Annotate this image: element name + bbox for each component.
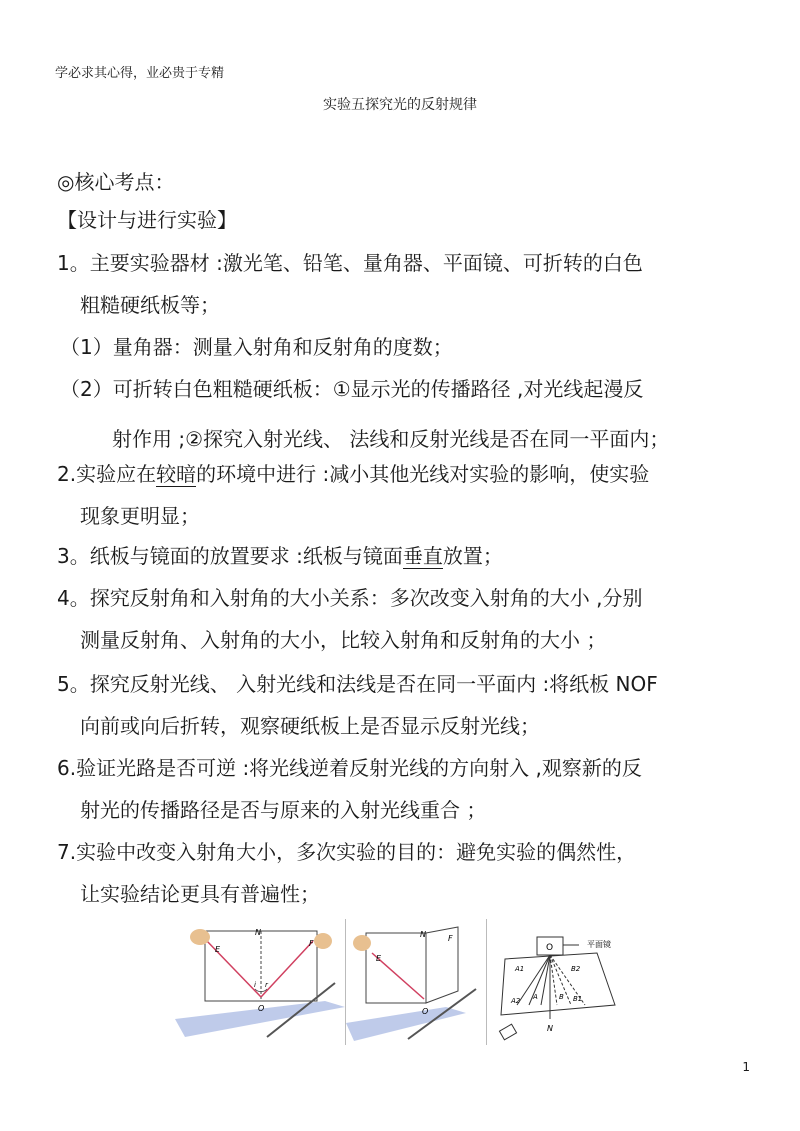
sub-item-1: （1）量角器：测量入射角和反射角的度数； <box>60 335 453 359</box>
figure-folded-board <box>345 919 487 1045</box>
item-2-line-2: 现象更明显； <box>80 504 200 528</box>
fig1-label-i: i <box>254 981 256 989</box>
item-5-line-1: 5。探究反射光线、 入射光线和法线是否在同一平面内 :将纸板 NOF <box>57 672 658 696</box>
fig1-label-r: r <box>265 981 268 989</box>
document-title: 实验五探究光的反射规律 <box>323 97 477 113</box>
item-4-line-2: 测量反射角、入射角的大小，比较入射角和反射角的大小 ； <box>80 628 607 652</box>
item-5-line-2: 向前或向后折转，观察硬纸板上是否显示反射光线； <box>80 714 540 738</box>
item-7-line-2: 让实验结论更具有普遍性； <box>80 882 320 906</box>
item-3-text-b: 放置； <box>442 544 503 568</box>
fig1-label-n: N <box>255 928 261 937</box>
item-3 <box>57 544 503 568</box>
item-2-text-b: 的环境中进行 :减小其他光线对实验的影响，使实验 <box>196 462 650 486</box>
fig3-label-b2: B2 <box>571 965 581 973</box>
fig3-box-label: O <box>546 943 554 953</box>
item-3-underlined: 垂直 <box>402 544 443 568</box>
page-number: 1 <box>742 1060 750 1074</box>
item-2-text-a: 2.实验应在 <box>57 462 157 486</box>
fig3-label-a1: A1 <box>515 965 525 973</box>
figure-mirror-paths <box>487 919 627 1045</box>
item-3-text-a: 3。纸板与镜面的放置要求 :纸板与镜面 <box>57 544 403 568</box>
header-note: 学必求其心得，业必贵于专精 <box>55 66 225 81</box>
figure-folded-board-drawing <box>346 919 486 1045</box>
item-1-line-2: 粗糙硬纸板等； <box>80 293 220 317</box>
fig1-label-e: E <box>215 945 221 954</box>
fig2-label-f: F <box>448 934 453 943</box>
item-6-line-2: 射光的传播路径是否与原来的入射光线重合 ； <box>80 798 487 822</box>
fig2-label-o: O <box>422 1007 429 1016</box>
fig3-label-b1: B1 <box>573 995 583 1003</box>
fig3-label-a2: A2 <box>511 997 521 1005</box>
fig1-label-o: O <box>258 1004 265 1013</box>
sub-item-2-line-1: （2）可折转白色粗糙硬纸板：①显示光的传播路径 ,对光线起漫反 <box>60 377 644 401</box>
fig3-label-n: N <box>547 1024 553 1033</box>
figure-mirror-paths-drawing <box>487 919 627 1045</box>
fig3-mirror-label: 平面镜 <box>587 940 611 949</box>
sub-item-2-line-2: 射作用 ;②探究入射光线、 法线和反射光线是否在同一平面内； <box>112 427 670 451</box>
item-4-line-1: 4。探究反射角和入射角的大小关系：多次改变入射角的大小 ,分别 <box>57 586 643 610</box>
figure-reflection-setup-drawing <box>175 919 345 1045</box>
item-7-line-1: 7.实验中改变入射角大小，多次实验的目的：避免实验的偶然性， <box>57 840 637 864</box>
fig3-label-a: A <box>533 993 538 1001</box>
item-6-line-1: 6.验证光路是否可逆 :将光线逆着反射光线的方向射入 ,观察新的反 <box>57 756 642 780</box>
figure-reflection-setup <box>175 919 345 1045</box>
fig1-label-f: F <box>309 939 314 948</box>
core-heading: ◎核心考点： <box>57 170 175 194</box>
fig2-label-e: E <box>376 954 382 963</box>
fig3-label-b: B <box>559 993 564 1001</box>
section-heading: 【设计与进行实验】 <box>57 208 237 232</box>
item-2-underlined: 较暗 <box>156 462 197 486</box>
fig2-label-n: N <box>420 930 426 939</box>
item-1-line-1: 1。主要实验器材 :激光笔、铅笔、量角器、平面镜、可折转的白色 <box>57 251 643 275</box>
item-2-line-1 <box>57 462 649 486</box>
